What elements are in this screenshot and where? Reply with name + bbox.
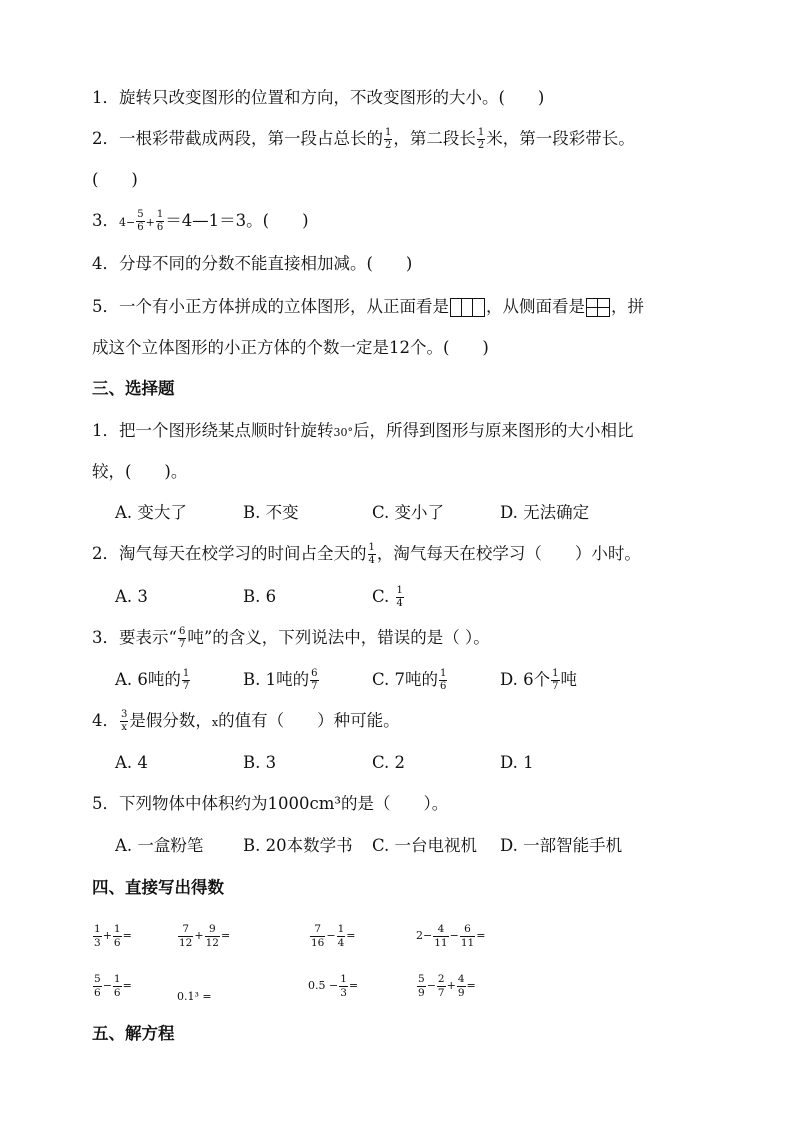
fraction [439, 669, 447, 692]
numerator: 1 [340, 973, 347, 985]
numerator: 1 [385, 127, 392, 138]
fraction [182, 669, 190, 692]
numerator: 5 [137, 209, 144, 220]
denominator: 4 [368, 555, 375, 566]
section-equation-heading: 五、解方程 [92, 1024, 175, 1043]
calc-item-6: 0.1³ = [177, 990, 212, 1003]
fraction [136, 210, 144, 233]
numerator: 1 [156, 209, 164, 220]
numerator: 2 [437, 973, 445, 985]
equals-sign: = [122, 929, 132, 942]
numerator: 3 [121, 709, 128, 720]
denominator: 3 [340, 986, 347, 999]
equals-sign: = [466, 979, 476, 992]
choice-q2-option-a[interactable]: A. 3 [115, 587, 148, 606]
fraction [339, 974, 348, 998]
choice-q3 [92, 626, 490, 650]
denominator: x [121, 722, 127, 733]
choice-q2-option-c[interactable] [372, 585, 405, 609]
option-label: D. 6个 [500, 670, 551, 689]
choice-q5-option-a[interactable]: A. 一盒粉笔 [115, 836, 204, 855]
calc-item-1 [92, 924, 132, 948]
variable-x: x [211, 716, 219, 729]
fraction [437, 974, 446, 998]
numerator: 1 [552, 668, 559, 679]
choice-q4-text-c: 的值有（ ）种可能。 [218, 711, 400, 730]
fraction [477, 128, 485, 151]
calc-item-8 [416, 974, 476, 998]
plus-sign: + [145, 216, 155, 229]
judge-q5-text-b: ，从侧面看是 [486, 297, 585, 316]
choice-q5-option-d[interactable]: D. 一部智能手机 [500, 836, 623, 855]
equals-sign: = [348, 979, 359, 992]
option-tail: 吨 [560, 670, 578, 689]
operator: + [194, 929, 204, 942]
judge-q5-text-c: ，拼 [611, 297, 644, 316]
option-label: C. 7吨的 [372, 670, 439, 689]
denominator: 4 [337, 936, 345, 949]
option-label: C. [372, 587, 395, 606]
denominator: 9 [418, 986, 425, 999]
judge-q2-text-a: 2．一根彩带截成两段，第一段占总长的 [92, 129, 383, 148]
choice-q4-option-d[interactable]: D. 1 [500, 753, 534, 772]
denominator: 4 [396, 598, 403, 609]
judge-q5-text-a: 5．一个有小正方体拼成的立体图形，从正面看是 [92, 297, 449, 316]
numerator: 1 [477, 127, 485, 138]
choice-q1-option-c[interactable]: C. 变小了 [372, 503, 445, 522]
choice-q3-text-b: 吨”的含义，下列说法中，错误的是（ ）。 [187, 628, 490, 647]
fraction [156, 210, 164, 233]
front-view-grid-icon [450, 298, 485, 317]
fraction [310, 924, 325, 948]
operator: − [449, 929, 459, 942]
numerator: 1 [113, 923, 121, 935]
choice-q4 [92, 709, 400, 735]
fraction [205, 924, 220, 948]
judge-q5 [92, 295, 644, 319]
fraction [93, 924, 102, 948]
choice-q5: 5．下列物体中体积约为1000cm³的是（ ）。 [92, 794, 449, 813]
fraction [120, 710, 128, 733]
choice-q3-option-c[interactable] [372, 668, 448, 692]
choice-q1 [92, 419, 634, 445]
denominator: 7 [311, 681, 318, 692]
denominator: 2 [385, 140, 392, 151]
choice-q4-option-b[interactable]: B. 3 [243, 753, 277, 772]
numerator: 1 [94, 923, 101, 935]
fraction [457, 974, 466, 998]
numerator: 9 [205, 924, 220, 937]
numerator: 1 [440, 668, 447, 679]
side-view-grid-icon [586, 298, 610, 317]
choice-q1-degree: 30° [333, 426, 353, 439]
fraction [310, 669, 318, 692]
calc-item-3 [309, 924, 356, 948]
denominator: 3 [94, 936, 101, 949]
choice-q1-cont: 较，( )。 [92, 462, 188, 481]
judge-q2-text-b: ，第二段长 [393, 129, 476, 148]
fraction [460, 924, 475, 948]
choice-q1-option-a[interactable]: A. 变大了 [115, 503, 187, 522]
leading-term: 0.5 − [308, 979, 339, 992]
equals-sign: = [476, 929, 486, 942]
judge-q1: 1．旋转只改变图形的位置和方向，不改变图形的大小。( ) [92, 88, 545, 107]
denominator: 6 [113, 936, 121, 949]
choice-q1-option-b[interactable]: B. 不变 [243, 503, 299, 522]
fraction [178, 627, 186, 650]
choice-q4-option-a[interactable]: A. 4 [115, 753, 148, 772]
operator: − [426, 979, 436, 992]
fraction [417, 974, 426, 998]
judge-q3 [92, 209, 309, 235]
fraction [551, 669, 559, 692]
denominator: 6 [156, 222, 164, 233]
operator: + [102, 929, 112, 942]
numerator: 4 [457, 973, 465, 985]
choice-q2 [92, 542, 641, 566]
numerator: 4 [433, 924, 448, 937]
judge-q5-cont: 成这个立体图形的小正方体的个数一定是12个。( ) [92, 338, 489, 357]
numerator: 5 [94, 973, 101, 985]
operator: + [446, 979, 456, 992]
denominator: 7 [437, 986, 445, 999]
choice-q2-text-b: ，淘气每天在校学习（ ）小时。 [376, 544, 641, 563]
operator: − [102, 979, 112, 992]
choice-q3-option-d[interactable] [500, 668, 577, 692]
numerator: 1 [182, 668, 190, 679]
numerator: 6 [178, 626, 186, 637]
choice-q4-text-b: 是假分数， [129, 711, 212, 730]
denominator: 6 [440, 681, 447, 692]
choice-q2-text-a: 2．淘气每天在校学习的时间占全天的 [92, 544, 367, 563]
numerator: 1 [337, 923, 345, 935]
fraction [113, 974, 122, 998]
denominator: 11 [460, 936, 475, 949]
calc-item-5 [92, 974, 132, 998]
operator: − [326, 929, 336, 942]
choice-q2-option-b[interactable]: B. 6 [243, 587, 277, 606]
denominator: 7 [182, 681, 190, 692]
equals-sign: = [220, 929, 231, 942]
numerator: 7 [310, 924, 325, 937]
denominator: 7 [178, 639, 186, 650]
numerator: 1 [368, 542, 375, 553]
judge-q2-text-c: 米，第一段彩带长。 [486, 129, 635, 148]
fraction [396, 586, 404, 609]
denominator: 16 [311, 936, 325, 949]
calc-item-2 [177, 924, 230, 948]
judge-q4: 4．分母不同的分数不能直接相加减。( ) [92, 254, 413, 273]
denominator: 7 [552, 681, 559, 692]
calc-item-7 [308, 974, 358, 998]
calc-item-4 [416, 924, 485, 948]
denominator: 12 [205, 936, 219, 949]
section-choice-heading: 三、选择题 [92, 379, 175, 398]
choice-q3-option-b[interactable] [243, 668, 320, 692]
fraction [337, 924, 346, 948]
denominator: 6 [113, 986, 121, 999]
denominator: 12 [179, 936, 193, 949]
denominator: 6 [137, 222, 144, 233]
option-label: B. 1吨的 [243, 670, 310, 689]
choice-q5-option-c[interactable]: C. 一台电视机 [372, 836, 478, 855]
numerator: 1 [113, 973, 121, 985]
judge-q3-num: 3． [92, 211, 119, 230]
equals-sign: = [346, 929, 356, 942]
fraction [384, 128, 392, 151]
choice-q5-option-b[interactable]: B. 20本数学书 [243, 836, 353, 855]
option-label: A. 6吨的 [115, 670, 181, 689]
choice-q4-num: 4． [92, 711, 119, 730]
fraction [178, 924, 193, 948]
fraction [368, 543, 376, 566]
section-direct-heading: 四、直接写出得数 [92, 878, 224, 897]
numerator: 5 [418, 973, 425, 985]
judge-q2-bracket: ( ) [92, 170, 138, 189]
choice-q3-text-a: 3．要表示“ [92, 628, 177, 647]
judge-q3-tail: ＝4—1＝3。( ) [165, 211, 309, 230]
denominator: 9 [457, 986, 465, 999]
numerator: 7 [178, 924, 193, 937]
fraction [93, 974, 102, 998]
denominator: 6 [94, 986, 101, 999]
denominator: 11 [434, 936, 448, 949]
choice-q1-text-a: 1．把一个图形绕某点顺时针旋转 [92, 421, 334, 440]
fraction [113, 924, 122, 948]
numerator: 6 [311, 668, 318, 679]
leading-term: 2− [416, 929, 433, 942]
choice-q1-text-b: 后，所得到图形与原来图形的大小相比 [353, 421, 634, 440]
equals-sign: = [122, 979, 132, 992]
numerator: 6 [460, 924, 475, 937]
choice-q3-option-a[interactable] [115, 668, 191, 692]
fraction [433, 924, 448, 948]
denominator: 2 [477, 140, 485, 151]
numerator: 1 [396, 585, 403, 596]
choice-q4-option-c[interactable]: C. 2 [372, 753, 406, 772]
judge-q2 [92, 127, 635, 151]
judge-q3-lead: 4− [119, 216, 136, 229]
choice-q1-option-d[interactable]: D. 无法确定 [500, 503, 590, 522]
